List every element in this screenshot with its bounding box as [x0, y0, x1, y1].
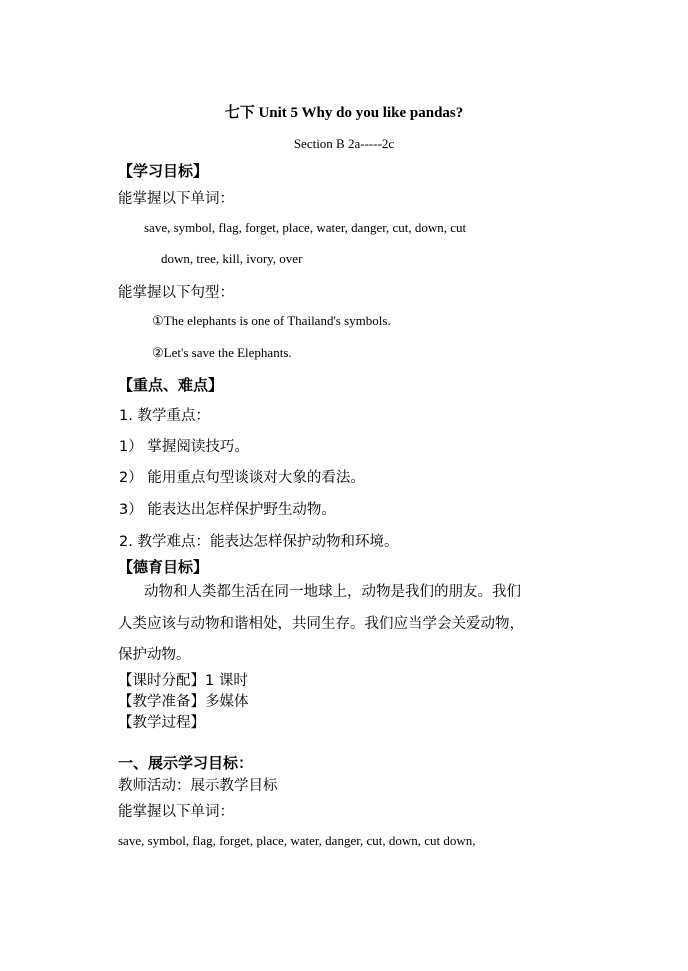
focus-item-1: 1） 掌握阅读技巧。 — [119, 439, 249, 455]
difficulty-line: 2. 教学难点：能表达怎样保护动物和环境。 — [119, 534, 399, 550]
focus-title: 1. 教学重点： — [119, 408, 210, 424]
section1-heading: 一、展示学习目标： — [118, 754, 254, 772]
sentences-intro: 能掌握以下句型： — [118, 285, 234, 301]
moral-line-1: 动物和人类都生活在同一地球上，动物是我们的朋友。我们 — [144, 584, 521, 600]
page-subtitle: Section B 2a-----2c — [293, 136, 395, 151]
section1-teacher: 教师活动：展示教学目标 — [118, 778, 278, 794]
key-points-heading: 【重点、难点】 — [118, 376, 224, 394]
sentence-1: ①The elephants is one of Thailand's symbols. — [152, 313, 391, 328]
words-line-2: down, tree, kill, ivory, over — [161, 251, 303, 266]
moral-line-3: 保护动物。 — [118, 647, 191, 663]
page-title: 七下 Unit 5 Why do you like pandas? — [224, 105, 464, 121]
focus-item-2: 2） 能用重点句型谈谈对大象的看法。 — [119, 470, 365, 486]
moral-heading: 【德育目标】 — [118, 558, 209, 576]
period-line: 【课时分配】1 课时 — [118, 673, 248, 689]
objectives-heading: 【学习目标】 — [118, 162, 209, 180]
focus-item-3: 3） 能表达出怎样保护野生动物。 — [119, 502, 336, 518]
preparation-line: 【教学准备】多媒体 — [118, 694, 249, 710]
words-intro: 能掌握以下单词： — [118, 191, 234, 207]
sentence-2: ②Let's save the Elephants. — [152, 345, 292, 360]
process-heading: 【教学过程】 — [118, 715, 205, 731]
section1-words-line: save, symbol, flag, forget, place, water, danger, cut, down, cut down, — [118, 833, 476, 848]
words-line-1: save, symbol, flag, forget, place, water, danger, cut, down, cut — [144, 220, 467, 235]
section1-words-intro: 能掌握以下单词： — [118, 804, 234, 820]
moral-line-2: 人类应该与动物和谐相处，共同生存。我们应当学会关爱动物， — [118, 616, 524, 632]
